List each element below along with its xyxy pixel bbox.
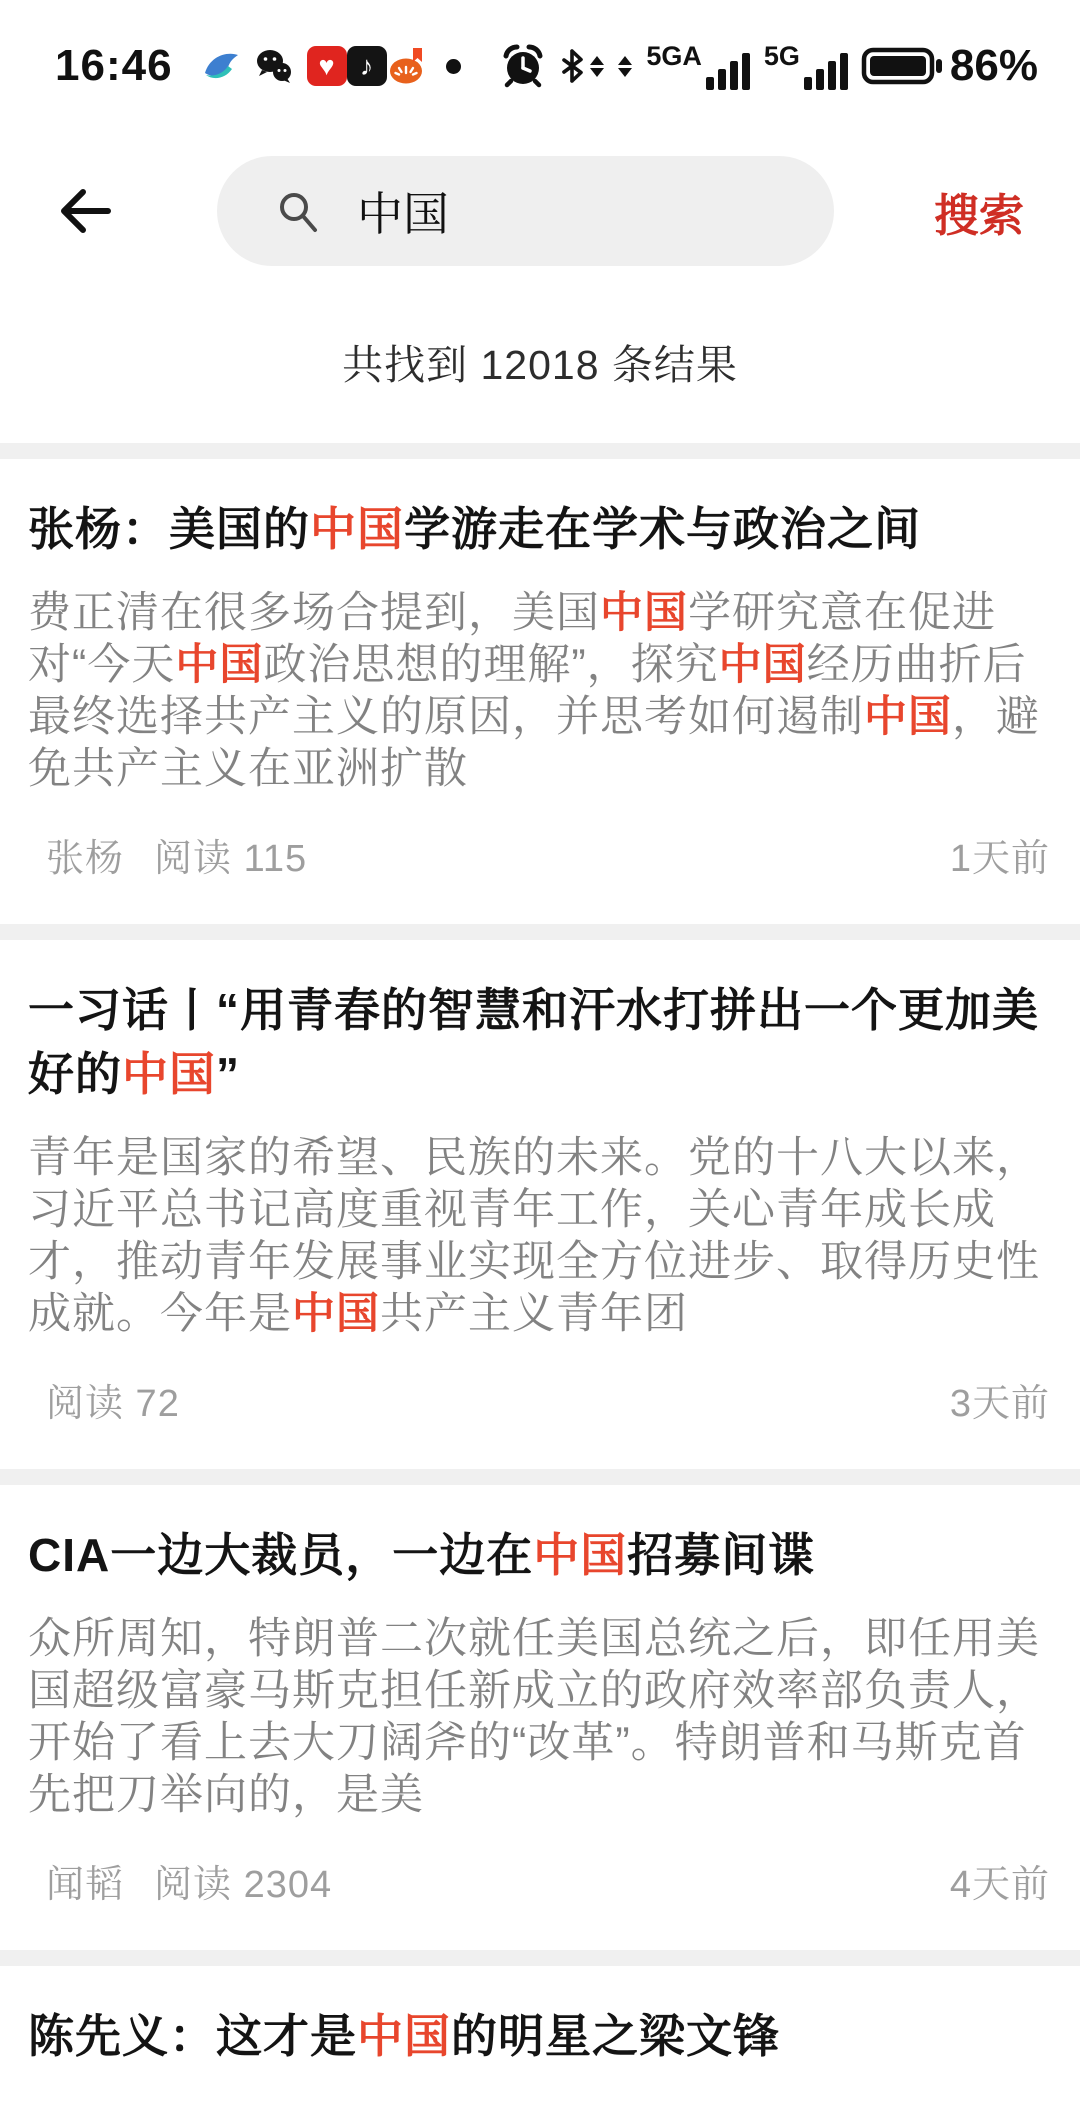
result-timestamp: 4天前 <box>949 1864 1050 1906</box>
network-type-sim2: 5G <box>763 40 800 71</box>
magnifier-icon <box>275 188 321 234</box>
result-read-count: 阅读 115 <box>154 838 308 880</box>
result-read-count: 阅读 72 <box>46 1383 180 1425</box>
battery-percent-text: 86% <box>949 41 1038 90</box>
back-button[interactable] <box>55 181 115 241</box>
network-type-sim1: 5GA <box>646 40 702 71</box>
arrow-left-icon <box>56 186 114 236</box>
highlighted-term: 中国 <box>310 503 404 555</box>
result-title[interactable]: 一习话丨“用青春的智慧和汗水打拼出一个更加美好的中国” <box>28 984 1039 1100</box>
battery-icon <box>862 45 944 87</box>
bluetooth-icon <box>559 48 604 84</box>
search-result-card[interactable] <box>0 459 1080 924</box>
search-submit-button[interactable]: 搜索 <box>934 179 1024 244</box>
highlighted-term: 中国 <box>718 641 807 689</box>
status-bar-right <box>487 41 1038 91</box>
result-snippet: 费正清在很多场合提到，美国中国学研究意在促进对“今天中国政治思想的理解”，探究中国经历曲折后最终选择共产主义的原因，并思考如何遏制中国，避免共产主义在亚洲扩散 <box>28 589 1040 793</box>
signal-sim1-icon <box>646 40 750 90</box>
results-count-text: 共找到 12018 条结果 <box>342 342 738 388</box>
notification-dot <box>446 59 461 74</box>
search-field[interactable] <box>217 156 834 266</box>
section-divider <box>0 1950 1080 1966</box>
search-result-card[interactable] <box>0 1966 1080 2110</box>
signal-sim2-icon <box>763 40 848 90</box>
highlighted-term: 中国 <box>122 1048 216 1100</box>
clock-text: 16:46 <box>55 41 173 90</box>
result-title[interactable]: 张杨：美国的中国学游走在学术与政治之间 <box>28 503 921 555</box>
search-input[interactable] <box>355 183 794 239</box>
status-bar <box>0 0 1080 114</box>
bird-app-icon <box>201 46 241 86</box>
tomato-app-icon <box>387 46 427 86</box>
result-title[interactable]: 陈先义：这才是中国的明星之梁文锋 <box>28 2010 780 2062</box>
highlighted-term: 中国 <box>175 641 264 689</box>
result-meta <box>28 1372 1050 1427</box>
highlighted-term: 中国 <box>357 2010 451 2062</box>
search-result-card[interactable] <box>0 940 1080 1469</box>
highlighted-term: 中国 <box>292 1290 380 1338</box>
result-title[interactable]: CIA一边大裁员，一边在中国招募间谍 <box>28 1529 816 1581</box>
highlighted-term: 中国 <box>600 589 688 637</box>
results-list <box>0 459 1080 2110</box>
section-divider <box>0 924 1080 940</box>
result-meta <box>28 1853 1050 1908</box>
result-read-count: 阅读 2304 <box>154 1864 333 1906</box>
section-divider <box>0 1469 1080 1485</box>
tiktok-icon: ♪ <box>347 46 387 86</box>
data-activity-arrows <box>618 56 632 77</box>
status-bar-left <box>55 41 461 91</box>
result-author: 闻韬 <box>46 1864 125 1906</box>
bluetooth-transfer-arrows <box>590 56 604 77</box>
result-timestamp: 1天前 <box>949 838 1050 880</box>
highlighted-term: 中国 <box>864 693 952 741</box>
heart-app-icon: ♥ <box>307 46 347 86</box>
result-meta <box>28 827 1050 882</box>
wechat-icon <box>254 46 294 86</box>
alarm-icon <box>501 44 545 88</box>
result-timestamp: 3天前 <box>949 1383 1050 1425</box>
search-header <box>0 156 1080 266</box>
result-author: 张杨 <box>46 838 125 880</box>
result-snippet: 青年是国家的希望、民族的未来。党的十八大以来，习近平总书记高度重视青年工作，关心青年成长成才，推动青年发展事业实现全方位进步、取得历史性成就。今年是中国共产主义青年团 <box>28 1134 1040 1338</box>
section-divider <box>0 443 1080 459</box>
highlighted-term: 中国 <box>533 1529 628 1581</box>
result-snippet: 众所周知，特朗普二次就任美国总统之后，即任用美国超级富豪马斯克担任新成立的政府效率部负责人，开始了看上去大刀阔斧的“改革”。特朗普和马斯克首先把刀举向的，是美 <box>28 1615 1040 1819</box>
search-result-card[interactable] <box>0 1485 1080 1950</box>
